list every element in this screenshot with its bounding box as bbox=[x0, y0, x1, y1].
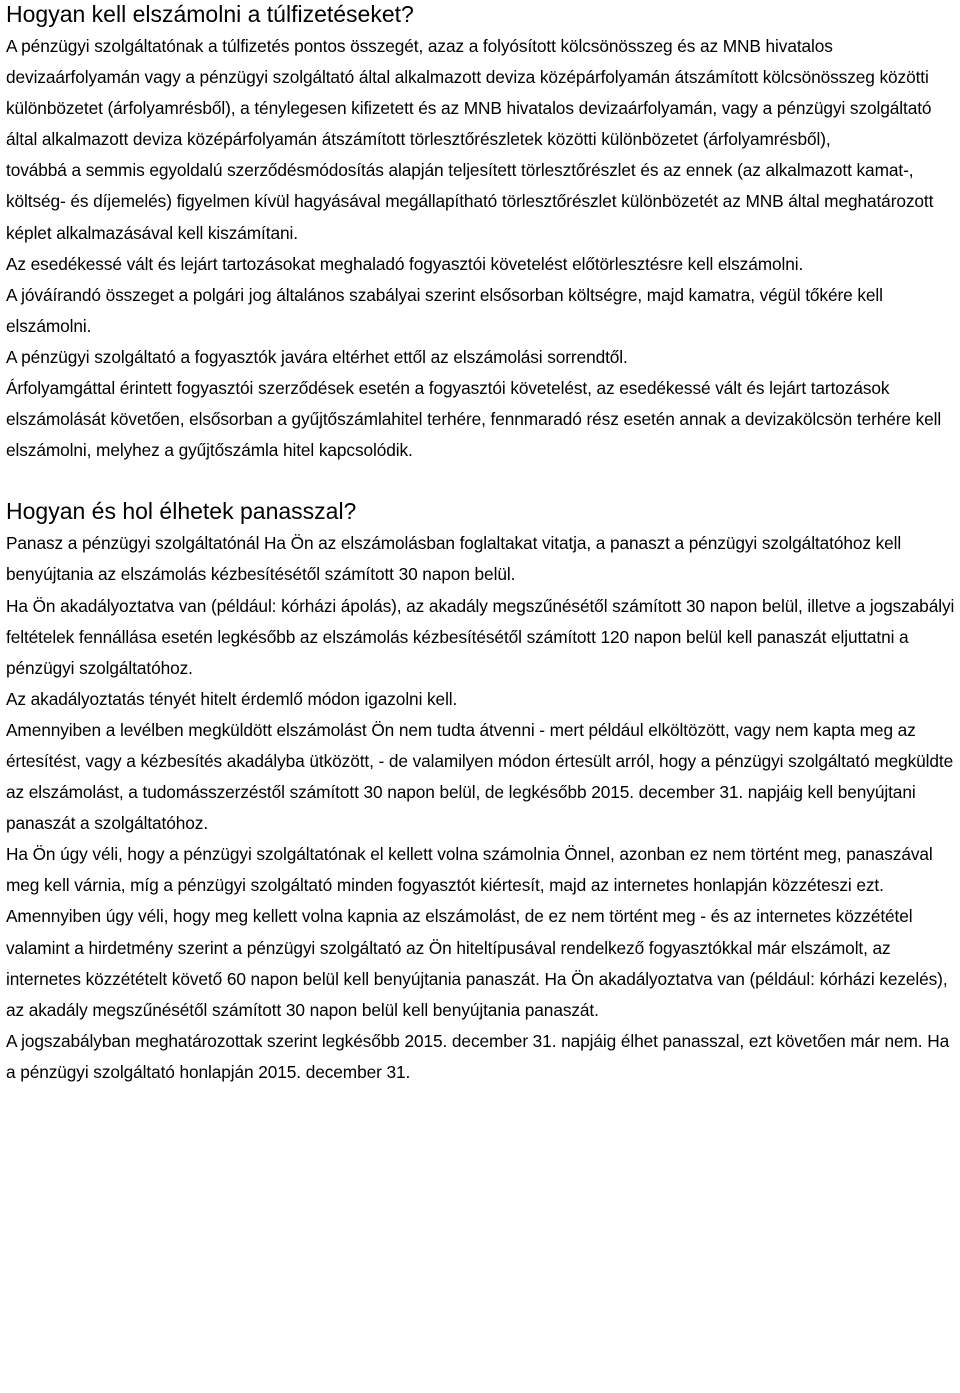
paragraph-deviation: A pénzügyi szolgáltató a fogyasztók javára eltérhet ettől az elszámolási sorrendtől. bbox=[6, 346, 628, 367]
paragraph-impediment-proof: Az akadályoztatás tényét hitelt érdemlő módon igazolni kell. bbox=[6, 688, 458, 709]
section-heading-overpayments: Hogyan kell elszámolni a túlfizetéseket? bbox=[6, 1, 414, 27]
paragraph-complaint-deadline: Panasz a pénzügyi szolgáltatónál Ha Ön az elszámolásban foglaltakat vitatja, a panaszt a pénzügyi szolgáltatóhoz kell benyújtania az elszámolás kézbesítésétől számított 30 napon belül. bbox=[6, 533, 902, 585]
paragraph-not-settled: Ha Ön úgy véli, hogy a pénzügyi szolgáltatónak el kellett volna számolnia Önnel, azonban ez nem történt meg, panaszával meg kell várnia, míg a pénzügyi szolgáltató minden fogyasztót kiértesít, majd az internetes honlapján közzéteszi ezt. bbox=[6, 844, 933, 896]
paragraph-impediment: Ha Ön akadályoztatva van (például: kórházi ápolás), az akadály megszűnésétől számított 30 napon belül, illetve a jogszabályi feltételek fennállása esetén legkésőbb az elszámolás kézbesítésétől számított 120 napon belül kell panaszát eljuttatni a pénzügyi szolgáltatóhoz. bbox=[6, 595, 955, 678]
paragraph-prepayment: Az esedékessé vált és lejárt tartozásokat meghaladó fogyasztói követelést előtörlesztésre kell elszámolni. bbox=[6, 253, 804, 274]
document-page bbox=[6, 0, 956, 1088]
paragraph-expected-settlement: Amennyiben úgy véli, hogy meg kellett volna kapnia az elszámolást, de ez nem történt meg - és az internetes közzététel valamint a hirdetmény szerint a pénzügyi szolgáltató az Ön hiteltípusával rendelkező fogyasztókkal már elszámolt, az internetes közzétételt követő 60 napon belül kell benyújtania panaszát. Ha Ön akadályoztatva van (például: kórházi kezelés), az akadály megszűnésétől számított 30 napon belül kell benyújtania panaszát. bbox=[6, 906, 948, 1020]
paragraph-overpayment-calculation: A pénzügyi szolgáltatónak a túlfizetés pontos összegét, azaz a folyósított kölcsönösszeg és az MNB hivatalos devizaárfolyamán vagy a pénzügyi szolgáltató által alkalmazott deviza középárfolyamán átszámított kölcsönösszeg közötti különbözetet (árfolyamrésből), a ténylegesen kifizetett és az MNB hivatalos devizaárfolyamán, vagy a pénzügyi szolgáltató által alkalmazott deviza középárfolyamán átszámított törlesztőrészletek közötti különbözetet (árfolyamrésből), bbox=[6, 36, 932, 150]
section-heading-complaints: Hogyan és hol élhetek panasszal? bbox=[6, 498, 357, 525]
paragraph-exchange-rate-cap: Árfolyamgáttal érintett fogyasztói szerződések esetén a fogyasztói követelést, az esedékessé vált és lejárt tartozások elszámolását követően, elsősorban a gyűjtőszámlahitel terhére, fennmaradó rész esetén annak a devizakölcsön terhére kell elszámolni, melyhez a gyűjtőszámla hitel kapcsolódik. bbox=[6, 378, 942, 461]
paragraph-final-deadline: A jogszabályban meghatározottak szerint legkésőbb 2015. december 31. napjáig élhet panasszal, ezt követően már nem. Ha a pénzügyi szolgáltató honlapján 2015. december 31. bbox=[6, 1030, 950, 1082]
paragraph-undelivered-letter: Amennyiben a levélben megküldött elszámolást Ön nem tudta átvenni - mert például elköltözött, vagy nem kapta meg az értesítést, vagy a kézbesítés akadályba ütközött, - de valamilyen módon értesült arról, hogy a pénzügyi szolgáltató megküldte az elszámolást, a tudomásszerzéstől számított 30 napon belül, de legkésőbb 2015. december 31. napjáig kell benyújtani panaszát a szolgáltatóhoz. bbox=[6, 719, 954, 834]
paragraph-contract-modification: továbbá a semmis egyoldalú szerződésmódosítás alapján teljesített törlesztőrészlet és az ennek (az alkalmazott kamat-, költség- és díjemelés) figyelmen kívül hagyásával megállapítható törlesztőrészlet különbözetét az MNB által meghatározott képlet alkalmazásával kell kiszámítani. bbox=[6, 160, 934, 243]
paragraph-settlement-order: A jóváírandó összeget a polgári jog általános szabályai szerint elsősorban költségre, majd kamatra, végül tőkére kell elszámolni. bbox=[6, 284, 883, 336]
